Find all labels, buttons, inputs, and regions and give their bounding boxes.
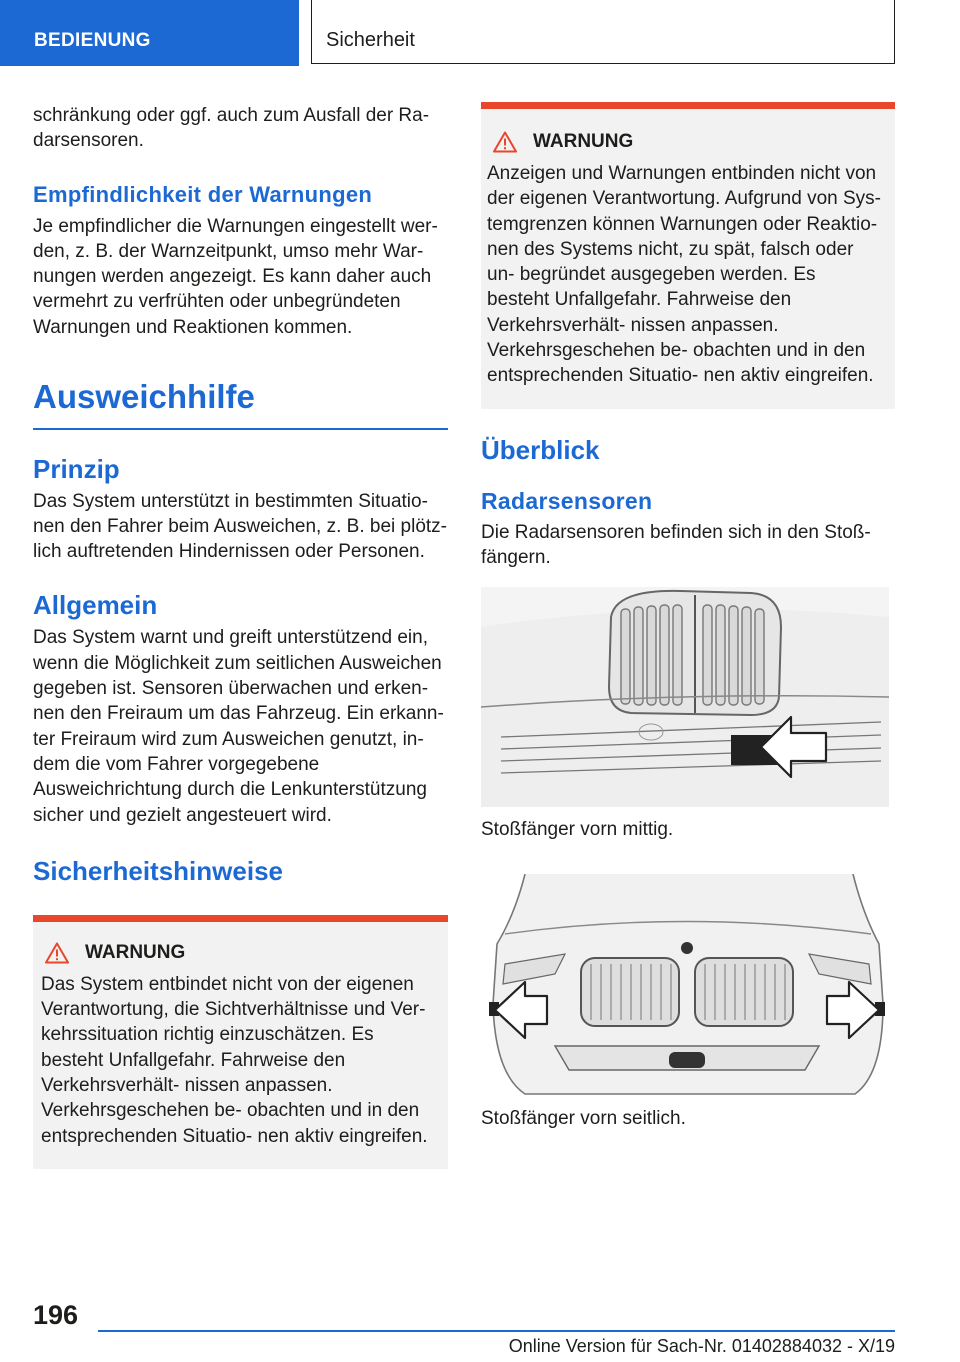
online-version-note: Online Version für Sach-Nr. 01402884032 - X/19 (508, 1336, 895, 1356)
principle-heading: Prinzip (33, 453, 120, 484)
principle-paragraph: Das System unterstützt in bestimmten Situatio‐ nen den Fahrer beim Ausweichen, z. B. bei plötz‐ lich auftretenden Hindernissen oder Personen. (33, 490, 448, 563)
warning-box-left (33, 915, 448, 1169)
bumper-center-illustration (481, 587, 889, 807)
warning-text: Das System entbindet nicht von der eigenen Verantwortung, die Sichtverhältnisse und Ver‐ kehrssituation richtig einzuschätzen. Es besteht Unfallgefahr. Fahrweise den Verkehrsverhält‐ nissen anpassen. Verkehrsgeschehen be‐ obachten und in den entsprechenden Situatio‐ nen aktiv eingreifen. (41, 973, 428, 1147)
general-paragraph: Das System warnt und greift unterstützend ein, wenn die Möglichkeit zum seitlichen Ausweichen gegeben ist. Sensoren überwachen und erken‐ nen den Freiraum um das Fahrzeug. Ein erkann‐ ter Freiraum wird zum Ausweichen genutzt, in‐ dem die vom Fahrer vorgegebene Ausweichrichtung durch die Lenkunterstützung sicher und gezielt angesteuert wird. (33, 627, 444, 826)
page-number: 196 (33, 1300, 79, 1330)
sensitivity-paragraph: Je empfindlicher die Warnungen eingestellt wer‐ den, z. B. der Warnzeitpunkt, umso mehr War‐ nungen werden angezeigt. Es kann daher auch vermehrt zu verfrühten oder unbegründeten Warnungen und Reaktionen kommen. (33, 215, 438, 338)
warning-title: WARNUNG (533, 131, 634, 152)
bumper-side-illustration (485, 874, 889, 1096)
warning-triangle-icon (45, 942, 69, 964)
footer-rule (98, 1330, 895, 1332)
warning-triangle-icon (493, 131, 517, 153)
section-label: Sicherheit (326, 29, 415, 51)
warning-text: Anzeigen und Warnungen entbinden nicht von der eigenen Verantwortung. Aufgrund von Sys‐ temgrenzen können Warnungen oder Reaktio‐ nen des Systems nicht, zu spät, falsch oder un‐ begründet ausgegeben werden. Es besteht Unfallgefahr. Fahrweise den Verkehrsverhält‐ nissen anpassen. Verkehrsgeschehen be‐ obachten und in den entsprechenden Situatio‐ nen aktiv eingreifen. (487, 163, 881, 387)
main-heading: Ausweichhilfe (33, 378, 255, 416)
chapter-label: BEDIENUNG (34, 30, 151, 51)
radar-heading: Radarsensoren (481, 487, 653, 514)
intro-paragraph: schränkung oder ggf. auch zum Ausfall der Ra‐ darsensoren. (33, 105, 430, 152)
left-column (33, 100, 448, 1169)
caption-side: Stoßfänger vorn seitlich. (481, 1108, 686, 1130)
bumper-center-image (481, 587, 889, 807)
overview-heading: Überblick (481, 434, 600, 465)
chapter-tab (0, 0, 299, 66)
warning-box-right (481, 102, 895, 409)
warning-header (33, 942, 434, 964)
safety-heading: Sicherheitshinweise (33, 855, 283, 886)
radar-paragraph: Die Radarsensoren befinden sich in den Stoß‐ fängern. (481, 521, 871, 568)
heading-rule (33, 428, 448, 430)
general-heading: Allgemein (33, 590, 158, 621)
caption-center: Stoßfänger vorn mittig. (481, 819, 674, 841)
warning-header (481, 131, 883, 153)
bumper-side-image (485, 874, 889, 1096)
sensitivity-heading: Empfindlichkeit der Warnungen (33, 181, 373, 207)
section-tab (311, 0, 895, 64)
warning-title: WARNUNG (85, 941, 186, 963)
right-column (481, 100, 895, 1131)
